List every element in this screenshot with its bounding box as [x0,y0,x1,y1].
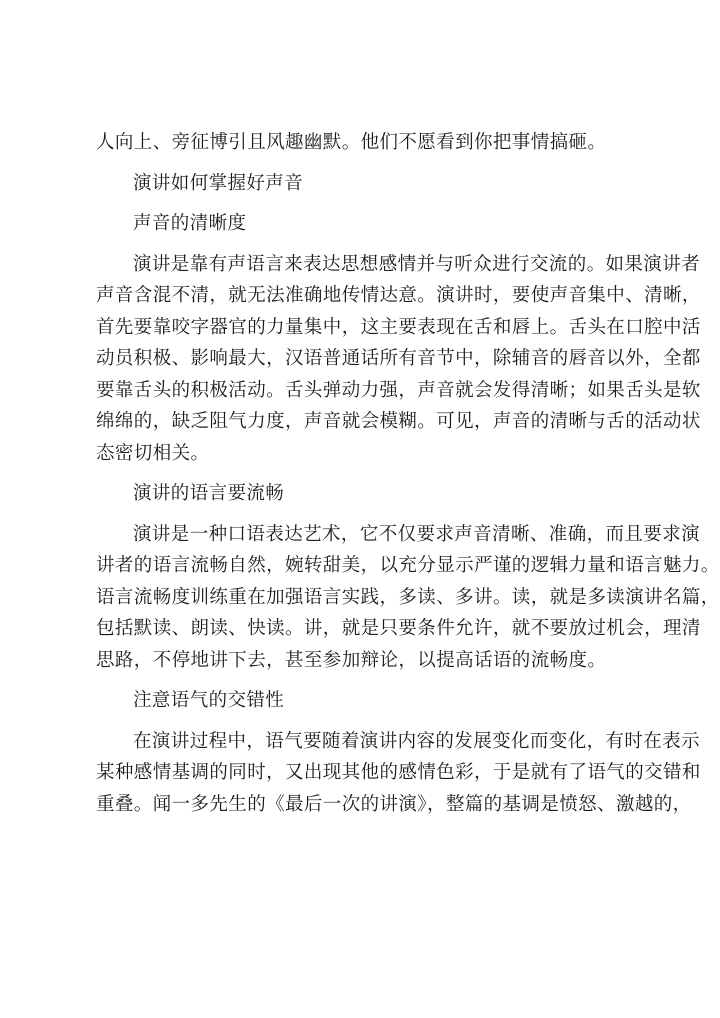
text-line: 语言流畅度训练重在加强语言实践，多读、多讲。读，就是多读演讲名篇， [96,586,720,608]
text-line: 首先要靠咬字器官的力量集中，这主要表现在舌和唇上。舌头在口腔中活 [96,316,701,338]
subsection-heading: 声音的清晰度 [133,213,247,234]
text-line: 态密切相关。 [96,442,210,464]
subsection-heading: 注意语气的交错性 [133,690,285,711]
section-heading: 演讲如何掌握好声音 [133,172,304,194]
text-line: 讲者的语言流畅自然，婉转甜美，以充分显示严谨的逻辑力量和语言魅力。 [96,555,720,576]
text-line: 包括默读、朗读、快读。讲，就是只要条件允许，就不要放过机会，理清 [96,618,701,639]
text-line: 人向上、旁征博引且风趣幽默。他们不愿看到你把事情搞砸。 [96,132,607,153]
text-line: 绵绵的，缺乏阻气力度，声音就会模糊。可见，声音的清晰与舌的活动状 [96,411,701,432]
text-line: 声音含混不清，就无法准确地传情达意。演讲时，要使声音集中、清晰， [96,285,701,306]
text-line: 演讲是靠有声语言来表达思想感情并与听众进行交流的。如果演讲者 [133,253,701,275]
text-line: 要靠舌头的积极活动。舌头弹动力强，声音就会发得清晰；如果舌头是软 [96,379,701,401]
body-text [96,127,720,820]
text-line: 动员积极、影响最大，汉语普通话所有音节中，除辅音的唇音以外，全都 [96,348,701,369]
text-line: 某种感情基调的同时，又出现其他的感情色彩，于是就有了语气的交错和 [96,762,701,783]
text-line: 重叠。闻一多先生的《最后一次的讲演》，整篇的基调是愤怒、激越的， [96,793,692,815]
text-line: 演讲是一种口语表达艺术，它不仅要求声音清晰、准确，而且要求演 [133,523,701,545]
text-line: 思路，不停地讲下去，甚至参加辩论，以提高话语的流畅度。 [96,649,607,671]
text-line: 在演讲过程中，语气要随着演讲内容的发展变化而变化，有时在表示 [133,730,701,752]
subsection-heading: 演讲的语言要流畅 [133,483,285,504]
